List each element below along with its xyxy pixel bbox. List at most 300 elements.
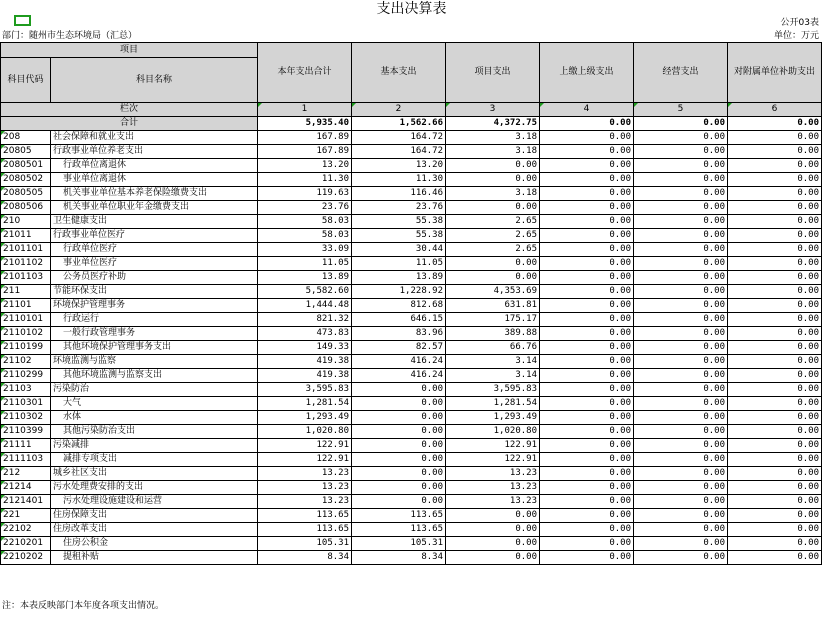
subject-code-cell: 212 — [1, 467, 51, 481]
value-cell-upper: 0.00 — [540, 243, 634, 257]
total-cell-basic: 1,562.66 — [352, 117, 446, 131]
subject-code-cell: 2101103 — [1, 271, 51, 285]
header-xiangmu: 项目 — [1, 43, 258, 58]
subject-name-cell: 一般行政管理事务 — [51, 327, 258, 341]
header-total: 本年支出合计 — [258, 43, 352, 103]
subject-code-cell: 2080501 — [1, 159, 51, 173]
table-row — [1, 439, 822, 453]
column-index-1: 1 — [258, 103, 352, 117]
subject-name-cell: 其他污染防治支出 — [51, 425, 258, 439]
value-cell-business: 0.00 — [634, 425, 728, 439]
value-cell-project: 3.14 — [446, 369, 540, 383]
table-row — [1, 257, 822, 271]
subject-name-cell: 节能环保支出 — [51, 285, 258, 299]
value-cell-subsidy: 0.00 — [728, 215, 822, 229]
value-cell-basic: 13.20 — [352, 159, 446, 173]
subject-code-cell: 21111 — [1, 439, 51, 453]
subject-name-cell: 机关事业单位基本养老保险缴费支出 — [51, 187, 258, 201]
value-cell-total: 3,595.83 — [258, 383, 352, 397]
value-cell-business: 0.00 — [634, 481, 728, 495]
value-cell-project: 0.00 — [446, 523, 540, 537]
value-cell-upper: 0.00 — [540, 173, 634, 187]
value-cell-business: 0.00 — [634, 159, 728, 173]
value-cell-project: 2.65 — [446, 215, 540, 229]
table-row — [1, 131, 822, 145]
subject-code-cell: 21011 — [1, 229, 51, 243]
value-cell-project: 13.23 — [446, 467, 540, 481]
subject-code-cell: 21103 — [1, 383, 51, 397]
value-cell-business: 0.00 — [634, 187, 728, 201]
value-cell-upper: 0.00 — [540, 327, 634, 341]
value-cell-upper: 0.00 — [540, 299, 634, 313]
header-business: 经营支出 — [634, 43, 728, 103]
subject-code-cell: 2110101 — [1, 313, 51, 327]
value-cell-upper: 0.00 — [540, 229, 634, 243]
value-cell-total: 13.23 — [258, 467, 352, 481]
value-cell-total: 8.34 — [258, 551, 352, 565]
value-cell-project: 3.18 — [446, 131, 540, 145]
value-cell-project: 0.00 — [446, 159, 540, 173]
value-cell-upper: 0.00 — [540, 187, 634, 201]
table-row — [1, 229, 822, 243]
value-cell-total: 821.32 — [258, 313, 352, 327]
value-cell-subsidy: 0.00 — [728, 285, 822, 299]
value-cell-business: 0.00 — [634, 439, 728, 453]
value-cell-project: 1,020.80 — [446, 425, 540, 439]
value-cell-basic: 0.00 — [352, 397, 446, 411]
column-index-label: 栏次 — [1, 103, 258, 117]
value-cell-subsidy: 0.00 — [728, 271, 822, 285]
subject-name-cell: 其他环境监测与监察支出 — [51, 369, 258, 383]
cell-selection-indicator[interactable] — [14, 15, 31, 26]
value-cell-business: 0.00 — [634, 215, 728, 229]
value-cell-project: 631.81 — [446, 299, 540, 313]
subject-name-cell: 污水处理设施建设和运营 — [51, 495, 258, 509]
subject-code-cell: 20805 — [1, 145, 51, 159]
value-cell-business: 0.00 — [634, 355, 728, 369]
total-cell-project: 4,372.75 — [446, 117, 540, 131]
table-row — [1, 215, 822, 229]
value-cell-project: 66.76 — [446, 341, 540, 355]
subject-name-cell: 机关事业单位职业年金缴费支出 — [51, 201, 258, 215]
table-row — [1, 299, 822, 313]
value-cell-subsidy: 0.00 — [728, 257, 822, 271]
value-cell-upper: 0.00 — [540, 383, 634, 397]
column-index-5: 5 — [634, 103, 728, 117]
value-cell-basic: 1,228.92 — [352, 285, 446, 299]
subject-code-cell: 2080505 — [1, 187, 51, 201]
value-cell-basic: 0.00 — [352, 425, 446, 439]
total-cell-business: 0.00 — [634, 117, 728, 131]
value-cell-basic: 416.24 — [352, 355, 446, 369]
value-cell-total: 1,281.54 — [258, 397, 352, 411]
value-cell-upper: 0.00 — [540, 313, 634, 327]
value-cell-subsidy: 0.00 — [728, 327, 822, 341]
subject-code-cell: 2110102 — [1, 327, 51, 341]
value-cell-basic: 0.00 — [352, 467, 446, 481]
table-row — [1, 243, 822, 257]
value-cell-total: 167.89 — [258, 145, 352, 159]
value-cell-subsidy: 0.00 — [728, 523, 822, 537]
value-cell-subsidy: 0.00 — [728, 187, 822, 201]
value-cell-basic: 11.30 — [352, 173, 446, 187]
value-cell-upper: 0.00 — [540, 481, 634, 495]
subject-name-cell: 大气 — [51, 397, 258, 411]
header-subsidy: 对附属单位补助支出 — [728, 43, 822, 103]
value-cell-subsidy: 0.00 — [728, 397, 822, 411]
table-row — [1, 411, 822, 425]
value-cell-business: 0.00 — [634, 397, 728, 411]
value-cell-basic: 105.31 — [352, 537, 446, 551]
value-cell-upper: 0.00 — [540, 341, 634, 355]
value-cell-project: 0.00 — [446, 173, 540, 187]
table-row — [1, 481, 822, 495]
value-cell-basic: 416.24 — [352, 369, 446, 383]
subject-name-cell: 公务员医疗补助 — [51, 271, 258, 285]
value-cell-upper: 0.00 — [540, 369, 634, 383]
subject-code-cell: 2111103 — [1, 453, 51, 467]
value-cell-subsidy: 0.00 — [728, 481, 822, 495]
subject-code-cell: 2110301 — [1, 397, 51, 411]
table-row — [1, 159, 822, 173]
value-cell-total: 11.30 — [258, 173, 352, 187]
value-cell-subsidy: 0.00 — [728, 173, 822, 187]
subject-name-cell: 污染防治 — [51, 383, 258, 397]
value-cell-upper: 0.00 — [540, 439, 634, 453]
total-cell-subsidy: 0.00 — [728, 117, 822, 131]
value-cell-basic: 83.96 — [352, 327, 446, 341]
value-cell-subsidy: 0.00 — [728, 537, 822, 551]
subject-name-cell: 住房改革支出 — [51, 523, 258, 537]
table-row — [1, 523, 822, 537]
subject-code-cell: 22102 — [1, 523, 51, 537]
subject-code-cell: 2110399 — [1, 425, 51, 439]
table-row — [1, 145, 822, 159]
subject-code-cell: 21102 — [1, 355, 51, 369]
value-cell-total: 149.33 — [258, 341, 352, 355]
subject-name-cell: 减排专项支出 — [51, 453, 258, 467]
value-cell-project: 175.17 — [446, 313, 540, 327]
subject-code-cell: 21214 — [1, 481, 51, 495]
subject-code-cell: 208 — [1, 131, 51, 145]
value-cell-business: 0.00 — [634, 229, 728, 243]
subject-code-cell: 2121401 — [1, 495, 51, 509]
value-cell-basic: 55.38 — [352, 215, 446, 229]
value-cell-business: 0.00 — [634, 509, 728, 523]
value-cell-upper: 0.00 — [540, 159, 634, 173]
subject-name-cell: 环境监测与监察 — [51, 355, 258, 369]
value-cell-basic: 30.44 — [352, 243, 446, 257]
value-cell-project: 122.91 — [446, 453, 540, 467]
value-cell-subsidy: 0.00 — [728, 159, 822, 173]
subject-name-cell: 环境保护管理事务 — [51, 299, 258, 313]
value-cell-total: 113.65 — [258, 509, 352, 523]
value-cell-basic: 23.76 — [352, 201, 446, 215]
subject-name-cell: 行政事业单位养老支出 — [51, 145, 258, 159]
table-row — [1, 201, 822, 215]
value-cell-upper: 0.00 — [540, 495, 634, 509]
value-cell-total: 473.83 — [258, 327, 352, 341]
table-row — [1, 327, 822, 341]
value-cell-basic: 55.38 — [352, 229, 446, 243]
value-cell-business: 0.00 — [634, 327, 728, 341]
total-label: 合计 — [1, 117, 258, 131]
table-row — [1, 425, 822, 439]
value-cell-upper: 0.00 — [540, 453, 634, 467]
value-cell-subsidy: 0.00 — [728, 467, 822, 481]
subject-name-cell: 住房保障支出 — [51, 509, 258, 523]
value-cell-business: 0.00 — [634, 453, 728, 467]
value-cell-total: 58.03 — [258, 229, 352, 243]
value-cell-upper: 0.00 — [540, 355, 634, 369]
column-index-2: 2 — [352, 103, 446, 117]
value-cell-project: 0.00 — [446, 271, 540, 285]
value-cell-basic: 812.68 — [352, 299, 446, 313]
subject-name-cell: 提租补贴 — [51, 551, 258, 565]
value-cell-project: 0.00 — [446, 509, 540, 523]
table-row — [1, 551, 822, 565]
table-row — [1, 355, 822, 369]
subject-name-cell: 其他环境保护管理事务支出 — [51, 341, 258, 355]
value-cell-upper: 0.00 — [540, 257, 634, 271]
value-cell-business: 0.00 — [634, 299, 728, 313]
subject-code-cell: 2080506 — [1, 201, 51, 215]
subject-code-cell: 2101102 — [1, 257, 51, 271]
subject-name-cell: 社会保障和就业支出 — [51, 131, 258, 145]
table-row — [1, 383, 822, 397]
value-cell-basic: 0.00 — [352, 383, 446, 397]
value-cell-business: 0.00 — [634, 131, 728, 145]
table-row — [1, 173, 822, 187]
value-cell-project: 13.23 — [446, 495, 540, 509]
value-cell-total: 13.20 — [258, 159, 352, 173]
value-cell-project: 1,281.54 — [446, 397, 540, 411]
value-cell-total: 11.05 — [258, 257, 352, 271]
value-cell-project: 2.65 — [446, 243, 540, 257]
table-row — [1, 285, 822, 299]
value-cell-project: 122.91 — [446, 439, 540, 453]
report-title: 支出决算表 — [376, 1, 447, 17]
value-cell-subsidy: 0.00 — [728, 341, 822, 355]
subject-name-cell: 行政事业单位医疗 — [51, 229, 258, 243]
value-cell-upper: 0.00 — [540, 397, 634, 411]
header-basic: 基本支出 — [352, 43, 446, 103]
value-cell-subsidy: 0.00 — [728, 425, 822, 439]
value-cell-total: 5,582.60 — [258, 285, 352, 299]
table-row — [1, 537, 822, 551]
value-cell-basic: 0.00 — [352, 411, 446, 425]
value-cell-business: 0.00 — [634, 313, 728, 327]
value-cell-basic: 8.34 — [352, 551, 446, 565]
value-cell-basic: 13.89 — [352, 271, 446, 285]
value-cell-total: 33.09 — [258, 243, 352, 257]
value-cell-total: 1,444.48 — [258, 299, 352, 313]
value-cell-business: 0.00 — [634, 411, 728, 425]
value-cell-business: 0.00 — [634, 243, 728, 257]
value-cell-business: 0.00 — [634, 257, 728, 271]
value-cell-project: 0.00 — [446, 201, 540, 215]
total-row — [1, 117, 822, 131]
value-cell-business: 0.00 — [634, 551, 728, 565]
value-cell-upper: 0.00 — [540, 131, 634, 145]
value-cell-subsidy: 0.00 — [728, 369, 822, 383]
value-cell-business: 0.00 — [634, 271, 728, 285]
table-row — [1, 467, 822, 481]
value-cell-total: 13.89 — [258, 271, 352, 285]
value-cell-project: 3.14 — [446, 355, 540, 369]
value-cell-subsidy: 0.00 — [728, 229, 822, 243]
value-cell-total: 1,293.49 — [258, 411, 352, 425]
value-cell-basic: 82.57 — [352, 341, 446, 355]
value-cell-business: 0.00 — [634, 285, 728, 299]
subject-code-cell: 2080502 — [1, 173, 51, 187]
value-cell-upper: 0.00 — [540, 425, 634, 439]
value-cell-total: 23.76 — [258, 201, 352, 215]
value-cell-total: 419.38 — [258, 369, 352, 383]
subject-name-cell: 行政单位医疗 — [51, 243, 258, 257]
value-cell-project: 0.00 — [446, 537, 540, 551]
value-cell-subsidy: 0.00 — [728, 299, 822, 313]
column-index-6: 6 — [728, 103, 822, 117]
expenditure-table — [0, 42, 822, 565]
subject-code-cell: 2101101 — [1, 243, 51, 257]
value-cell-basic: 164.72 — [352, 145, 446, 159]
value-cell-upper: 0.00 — [540, 145, 634, 159]
value-cell-business: 0.00 — [634, 383, 728, 397]
value-cell-business: 0.00 — [634, 467, 728, 481]
value-cell-subsidy: 0.00 — [728, 453, 822, 467]
value-cell-subsidy: 0.00 — [728, 509, 822, 523]
value-cell-total: 122.91 — [258, 439, 352, 453]
value-cell-total: 13.23 — [258, 481, 352, 495]
value-cell-project: 13.23 — [446, 481, 540, 495]
value-cell-business: 0.00 — [634, 201, 728, 215]
value-cell-basic: 646.15 — [352, 313, 446, 327]
header-code: 科目代码 — [1, 58, 51, 103]
value-cell-total: 167.89 — [258, 131, 352, 145]
value-cell-subsidy: 0.00 — [728, 383, 822, 397]
value-cell-subsidy: 0.00 — [728, 131, 822, 145]
total-cell-total: 5,935.40 — [258, 117, 352, 131]
value-cell-upper: 0.00 — [540, 215, 634, 229]
subject-code-cell: 211 — [1, 285, 51, 299]
subject-code-cell: 2110299 — [1, 369, 51, 383]
value-cell-business: 0.00 — [634, 537, 728, 551]
value-cell-business: 0.00 — [634, 369, 728, 383]
value-cell-basic: 113.65 — [352, 509, 446, 523]
header-project: 项目支出 — [446, 43, 540, 103]
unit-label: 单位：万元 — [773, 31, 819, 41]
value-cell-project: 3,595.83 — [446, 383, 540, 397]
table-row — [1, 369, 822, 383]
subject-code-cell: 21101 — [1, 299, 51, 313]
subject-name-cell: 事业单位离退休 — [51, 173, 258, 187]
value-cell-upper: 0.00 — [540, 551, 634, 565]
value-cell-project: 2.65 — [446, 229, 540, 243]
value-cell-upper: 0.00 — [540, 509, 634, 523]
table-row — [1, 313, 822, 327]
value-cell-upper: 0.00 — [540, 271, 634, 285]
subject-code-cell: 221 — [1, 509, 51, 523]
value-cell-total: 113.65 — [258, 523, 352, 537]
table-row — [1, 187, 822, 201]
total-cell-upper: 0.00 — [540, 117, 634, 131]
table-row — [1, 341, 822, 355]
subject-name-cell: 卫生健康支出 — [51, 215, 258, 229]
value-cell-subsidy: 0.00 — [728, 313, 822, 327]
value-cell-business: 0.00 — [634, 495, 728, 509]
value-cell-total: 13.23 — [258, 495, 352, 509]
value-cell-total: 119.63 — [258, 187, 352, 201]
subject-code-cell: 210 — [1, 215, 51, 229]
value-cell-upper: 0.00 — [540, 537, 634, 551]
value-cell-project: 4,353.69 — [446, 285, 540, 299]
value-cell-upper: 0.00 — [540, 523, 634, 537]
header-name: 科目名称 — [51, 58, 258, 103]
value-cell-project: 0.00 — [446, 257, 540, 271]
subject-name-cell: 行政单位离退休 — [51, 159, 258, 173]
value-cell-total: 1,020.80 — [258, 425, 352, 439]
value-cell-total: 122.91 — [258, 453, 352, 467]
subject-name-cell: 城乡社区支出 — [51, 467, 258, 481]
value-cell-basic: 164.72 — [352, 131, 446, 145]
value-cell-total: 58.03 — [258, 215, 352, 229]
value-cell-subsidy: 0.00 — [728, 355, 822, 369]
value-cell-subsidy: 0.00 — [728, 439, 822, 453]
value-cell-project: 389.88 — [446, 327, 540, 341]
value-cell-basic: 11.05 — [352, 257, 446, 271]
footnote: 注：本表反映部门本年度各项支出情况。 — [2, 601, 165, 611]
subject-name-cell: 事业单位医疗 — [51, 257, 258, 271]
value-cell-upper: 0.00 — [540, 285, 634, 299]
value-cell-upper: 0.00 — [540, 411, 634, 425]
value-cell-business: 0.00 — [634, 145, 728, 159]
value-cell-subsidy: 0.00 — [728, 495, 822, 509]
value-cell-total: 105.31 — [258, 537, 352, 551]
table-row — [1, 271, 822, 285]
column-index-4: 4 — [540, 103, 634, 117]
subject-name-cell: 污水处理费安排的支出 — [51, 481, 258, 495]
table-row — [1, 495, 822, 509]
value-cell-subsidy: 0.00 — [728, 201, 822, 215]
department-label: 部门：随州市生态环境局（汇总） — [2, 31, 138, 41]
value-cell-basic: 116.46 — [352, 187, 446, 201]
value-cell-project: 3.18 — [446, 145, 540, 159]
subject-name-cell: 住房公积金 — [51, 537, 258, 551]
subject-name-cell: 污染减排 — [51, 439, 258, 453]
table-row — [1, 397, 822, 411]
form-code: 公开03表 — [780, 18, 819, 28]
value-cell-business: 0.00 — [634, 523, 728, 537]
column-index-3: 3 — [446, 103, 540, 117]
value-cell-basic: 113.65 — [352, 523, 446, 537]
subject-code-cell: 2210201 — [1, 537, 51, 551]
value-cell-business: 0.00 — [634, 173, 728, 187]
subject-code-cell: 2110199 — [1, 341, 51, 355]
subject-code-cell: 2110302 — [1, 411, 51, 425]
subject-code-cell: 2210202 — [1, 551, 51, 565]
subject-name-cell: 水体 — [51, 411, 258, 425]
value-cell-upper: 0.00 — [540, 201, 634, 215]
table-row — [1, 453, 822, 467]
value-cell-subsidy: 0.00 — [728, 411, 822, 425]
value-cell-project: 3.18 — [446, 187, 540, 201]
table-row — [1, 509, 822, 523]
value-cell-business: 0.00 — [634, 341, 728, 355]
value-cell-basic: 0.00 — [352, 453, 446, 467]
value-cell-subsidy: 0.00 — [728, 243, 822, 257]
subject-name-cell: 行政运行 — [51, 313, 258, 327]
